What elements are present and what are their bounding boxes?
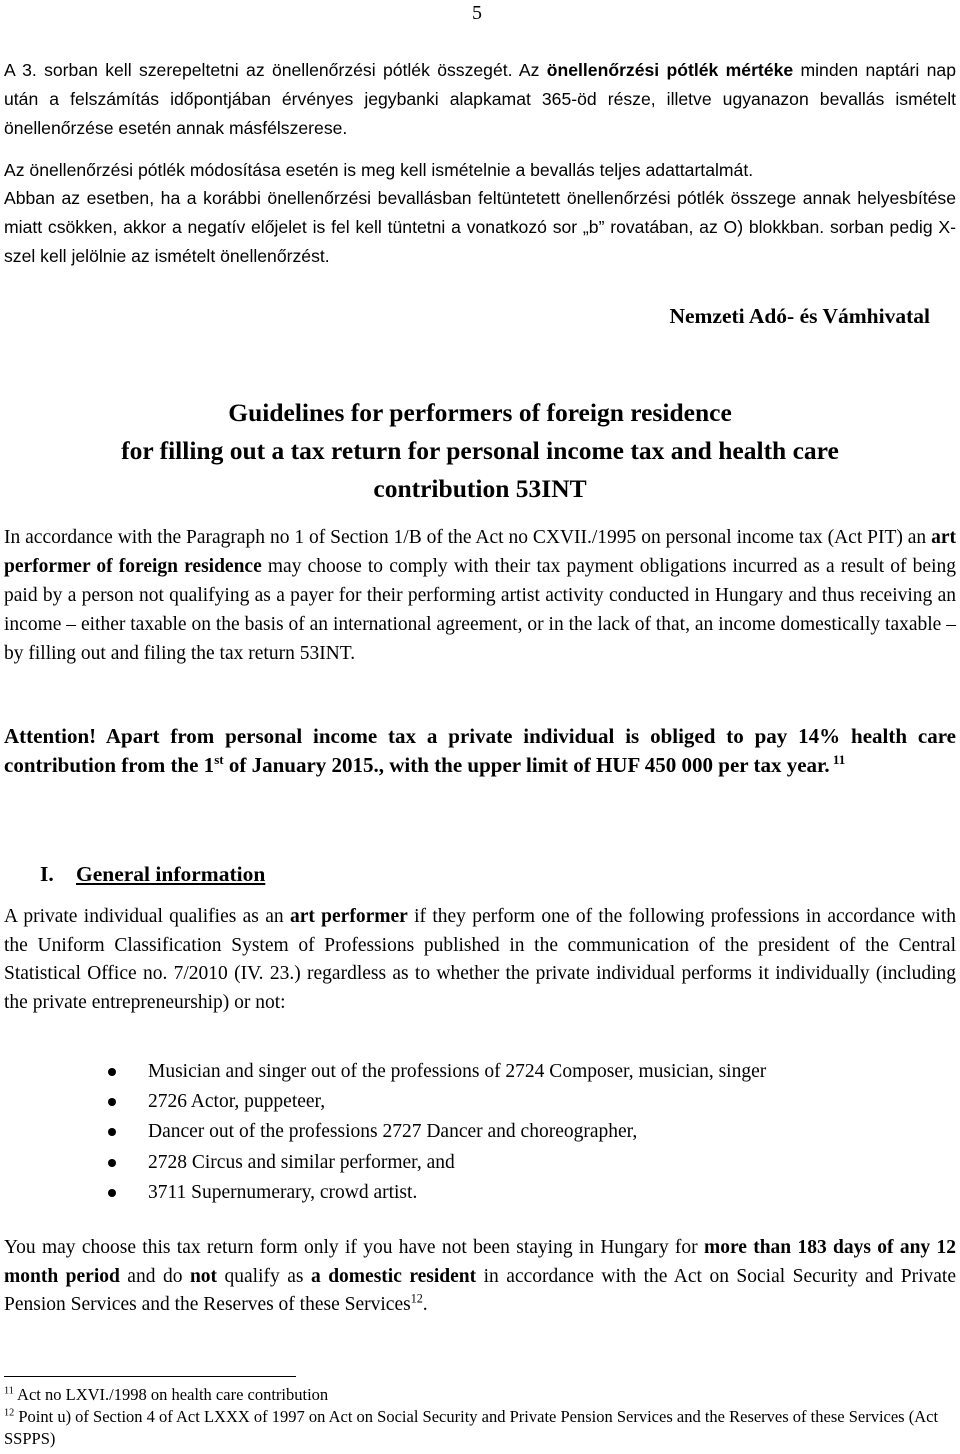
document-title — [4, 394, 956, 508]
hu-paragraph-modification: Az önellenőrzési pótlék módosítása esetén is meg kell ismételnie a bevallás teljes adattartalmát. — [4, 160, 754, 180]
footnote: $^{11}$ Act no LXVI./1998 on health care contribution — [4, 1385, 329, 1404]
agency-name: Nemzeti Adó- és Vámhivatal — [669, 304, 930, 328]
document-title-line-3: contribution 53INT — [373, 474, 587, 503]
list-item: Musician and singer out of the professions of 2724 Composer, musician, singer — [148, 1057, 766, 1087]
hu-paragraph-surcharge: A 3. sorban kell szerepeltetni az önellenőrzési pótlék összegét. Az önellenőrzési pótlék mértéke minden naptári nap után a felszámítás időpontjában érvényes jegybanki alapkamat 365-öd része, illetve ugyanazon bevallás ismételt önellenőrzése esetén annak másfélszerese. — [4, 60, 956, 138]
list-item: Dancer out of the professions 2727 Dancer and choreographer, — [148, 1117, 766, 1147]
section-number: I. — [40, 862, 54, 886]
professions-list — [148, 1057, 766, 1208]
bullet-icon — [108, 1189, 116, 1197]
hu-paragraph-negative-sign: Abban az esetben, ha a korábbi önellenőrzési bevallásban feltüntetett önellenőrzési pótlék összege annak helyesbítése miatt csökken, akkor a negatív előjelet is fel kell tüntetni a vonatkozó sor „b” rovatában, az O) blokkban. sorban pedig X-szel kell jelölnie az ismételt önellenőrzést. — [4, 188, 956, 266]
footnote-divider — [4, 1376, 296, 1377]
intro-paragraph: In accordance with the Paragraph no 1 of Section 1/B of the Act no CXVII./1995 on personal income tax (Act PIT) an art performer of foreign residence may choose to comply with their tax payment obligations incurred as a result of being paid by a person not qualifying as a payer for their performing artist activity conducted in Hungary and thus receiving an income – either taxable on the basis of an international agreement, or in the lack of that, an income domestically taxable – by filling out and filing the tax return 53INT. — [4, 527, 956, 664]
bullet-icon — [108, 1159, 116, 1167]
bullet-icon — [108, 1098, 116, 1106]
section-heading-general-information — [40, 862, 265, 887]
page-number: 5 — [472, 2, 482, 24]
bullet-icon — [108, 1068, 116, 1076]
attention-notice: Attention! Apart from personal income tax a private individual is obliged to pay 14% health care contribution from the 1st of January 2015., with the upper limit of HUF 450 000 per tax year. $^{11}$ — [4, 724, 956, 777]
list-item: 3711 Supernumerary, crowd artist. — [148, 1178, 766, 1208]
section-title: General information — [76, 862, 266, 886]
footnotes — [4, 1384, 956, 1450]
list-item: 2726 Actor, puppeteer, — [148, 1087, 766, 1117]
bullet-icon — [108, 1128, 116, 1136]
list-item: 2728 Circus and similar performer, and — [148, 1148, 766, 1178]
general-information-paragraph: A private individual qualifies as an art performer if they perform one of the following professions in accordance with the Uniform Classification System of Professions published in the communication of the president of the Central Statistical Office no. 7/2010 (IV. 23.) regardless as to whether the private individual performs it individually (including the private entrepreneurship) or not: — [4, 906, 956, 1013]
document-title-line-1: Guidelines for performers of foreign residence — [228, 398, 732, 427]
document-title-line-2: for filling out a tax return for personal income tax and health care — [121, 436, 839, 465]
footnote: $^{12}$ Point u) of Section 4 of Act LXXX of 1997 on Act on Social Security and Private Pension Services and the Reserves of these Services (Act SSPPS) — [4, 1407, 939, 1448]
eligibility-paragraph: You may choose this tax return form only if you have not been staying in Hungary for more than 183 days of any 12 month period and do not qualify as a domestic resident in accordance with the Act on Social Security and Private Pension Services and the Reserves of these Services$^{12}$. — [4, 1237, 956, 1315]
